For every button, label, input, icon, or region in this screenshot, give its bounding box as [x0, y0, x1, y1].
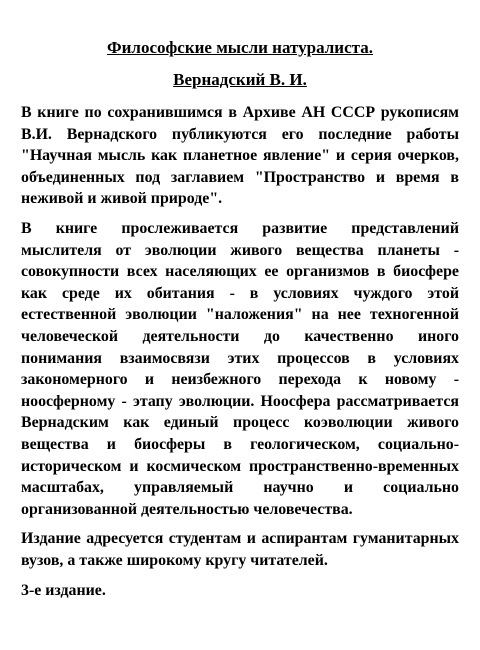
- document-author: Вернадский В. И.: [173, 70, 307, 89]
- edition-note: 3-е издание.: [21, 582, 106, 600]
- document-title: Философские мысли натуралиста.: [107, 38, 373, 57]
- document-page: [21, 36, 459, 602]
- paragraph-intro: В книге по сохранившимся в Архиве АН СССР рукописям В.И. Вернадского публикуются его последние работы "Научная мысль как планетное явление" и серия очерков, объединенных под заглавием "Пространство и время в неживой и живой природе".: [21, 104, 459, 208]
- paragraph-audience: Издание адресуется студентам и аспирантам гуманитарных вузов, а также широкому кругу читателей.: [21, 530, 459, 569]
- paragraph-description: В книге прослеживается развитие представлений мыслителя от эволюции живого вещества планеты - совокупности всех населяющих ее организмов в биосфере как среде их обитания - в условиях чуждого этой естественной эволюции "наложения" на нее техногенной человеческой деятельности до качественно иного понимания взаимосвязи этих процессов в условиях закономерного и неизбежного перехода к новому - ноосферному - этапу эволюции. Ноосфера рассматривается Вернадским как единый процесс коэволюции живого вещества и биосферы в геологическом, социально-историческом и космическом пространственно-временных масштабах, управляемый научно и социально организованной деятельностью человечества.: [21, 219, 459, 518]
